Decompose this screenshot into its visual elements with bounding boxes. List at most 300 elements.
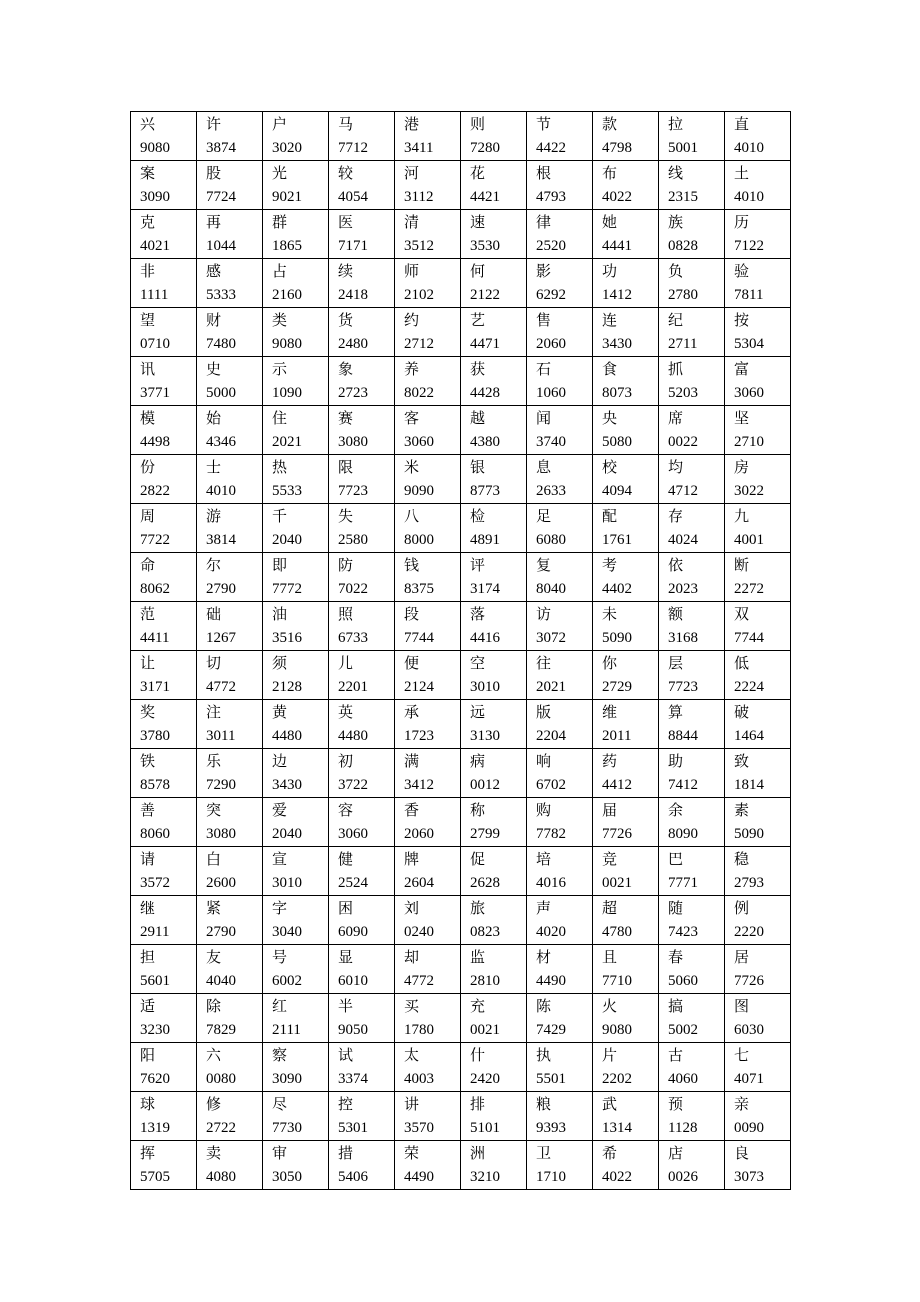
cell-character: 陈 [536, 997, 552, 1015]
cell-character: 紧 [206, 899, 222, 917]
table-cell [593, 1092, 659, 1141]
table-row [131, 1043, 791, 1092]
cell-character: 评 [470, 556, 486, 574]
cell-character: 始 [206, 409, 222, 427]
cell-code: 2060 [404, 826, 434, 842]
table-cell [659, 553, 725, 602]
table-cell [263, 847, 329, 896]
cell-character: 线 [668, 164, 684, 182]
cell-character: 财 [206, 311, 222, 329]
table-cell [395, 798, 461, 847]
table-cell [395, 945, 461, 994]
cell-character: 周 [140, 507, 156, 525]
table-cell [527, 553, 593, 602]
cell-code: 2204 [536, 728, 566, 744]
cell-code: 3171 [140, 679, 170, 695]
cell-code: 5301 [338, 1120, 368, 1136]
table-cell [659, 847, 725, 896]
cell-character: 布 [602, 164, 618, 182]
table-cell [461, 455, 527, 504]
cell-code: 3210 [470, 1169, 500, 1185]
cell-character: 什 [470, 1046, 486, 1064]
cell-code: 3430 [272, 777, 302, 793]
table-cell [197, 847, 263, 896]
cell-code: 4021 [140, 238, 170, 254]
cell-code: 4422 [536, 140, 566, 156]
cell-code: 9090 [404, 483, 434, 499]
cell-character: 游 [206, 507, 222, 525]
cell-character: 影 [536, 262, 552, 280]
table-cell [395, 1092, 461, 1141]
cell-code: 1111 [140, 287, 169, 303]
cell-code: 7771 [668, 875, 698, 891]
cell-code: 2420 [470, 1071, 500, 1087]
cell-character: 住 [272, 409, 288, 427]
table-cell [461, 112, 527, 161]
cell-code: 5080 [602, 434, 632, 450]
table-cell [461, 798, 527, 847]
table-cell [131, 210, 197, 259]
cell-character: 示 [272, 360, 288, 378]
table-cell [725, 651, 791, 700]
cell-code: 2722 [206, 1120, 236, 1136]
cell-character: 声 [536, 899, 552, 917]
table-cell [725, 308, 791, 357]
table-cell [461, 896, 527, 945]
table-cell [461, 161, 527, 210]
cell-character: 族 [668, 213, 684, 231]
cell-character: 适 [140, 997, 156, 1015]
table-cell [527, 651, 593, 700]
cell-character: 案 [140, 164, 156, 182]
cell-code: 0021 [602, 875, 632, 891]
cell-character: 均 [668, 458, 684, 476]
cell-code: 2122 [470, 287, 500, 303]
cell-character: 版 [536, 703, 552, 721]
table-row [131, 112, 791, 161]
cell-code: 2780 [668, 287, 698, 303]
table-cell [659, 1141, 725, 1190]
cell-code: 0240 [404, 924, 434, 940]
cell-character: 速 [470, 213, 486, 231]
table-cell [593, 1043, 659, 1092]
cell-code: 7712 [338, 140, 368, 156]
table-cell [263, 651, 329, 700]
cell-code: 3570 [404, 1120, 434, 1136]
cell-character: 模 [140, 409, 156, 427]
cell-character: 请 [140, 850, 156, 868]
cell-character: 范 [140, 605, 156, 623]
cell-code: 4020 [536, 924, 566, 940]
cell-code: 5406 [338, 1169, 368, 1185]
cell-character: 片 [602, 1046, 618, 1064]
cell-code: 3050 [272, 1169, 302, 1185]
table-cell [725, 700, 791, 749]
table-cell [461, 553, 527, 602]
table-cell [197, 112, 263, 161]
cell-character: 监 [470, 948, 486, 966]
cell-character: 非 [140, 262, 156, 280]
cell-code: 2628 [470, 875, 500, 891]
cell-character: 八 [404, 507, 420, 525]
table-cell [593, 112, 659, 161]
cell-code: 4001 [734, 532, 764, 548]
cell-code: 7744 [404, 630, 434, 646]
cell-code: 1319 [140, 1120, 170, 1136]
cell-code: 3572 [140, 875, 170, 891]
cell-code: 2911 [140, 924, 170, 940]
table-cell [329, 112, 395, 161]
cell-character: 审 [272, 1144, 288, 1162]
table-cell [527, 1043, 593, 1092]
cell-code: 4010 [206, 483, 236, 499]
cell-code: 2102 [404, 287, 434, 303]
cell-character: 银 [470, 458, 486, 476]
table-cell [461, 651, 527, 700]
table-cell [329, 357, 395, 406]
cell-character: 武 [602, 1095, 618, 1113]
cell-character: 购 [536, 801, 552, 819]
cell-code: 7722 [140, 532, 170, 548]
table-cell [593, 896, 659, 945]
table-cell [725, 1043, 791, 1092]
cell-character: 希 [602, 1144, 618, 1162]
cell-character: 清 [404, 213, 420, 231]
cell-code: 5060 [668, 973, 698, 989]
cell-code: 9021 [272, 189, 302, 205]
cell-character: 容 [338, 801, 354, 819]
cell-character: 试 [338, 1046, 354, 1064]
table-cell [593, 308, 659, 357]
table-cell [329, 406, 395, 455]
cell-code: 4380 [470, 434, 500, 450]
cell-character: 响 [536, 752, 552, 770]
cell-code: 8062 [140, 581, 170, 597]
cell-character: 负 [668, 262, 684, 280]
cell-code: 3060 [404, 434, 434, 450]
cell-code: 2729 [602, 679, 632, 695]
cell-code: 2799 [470, 826, 500, 842]
cell-code: 4490 [536, 973, 566, 989]
table-cell [659, 896, 725, 945]
table-cell [461, 504, 527, 553]
cell-code: 7480 [206, 336, 236, 352]
cell-character: 亲 [734, 1095, 750, 1113]
cell-character: 执 [536, 1046, 552, 1064]
table-cell [329, 308, 395, 357]
cell-character: 照 [338, 605, 354, 623]
table-cell [461, 1043, 527, 1092]
cell-code: 7429 [536, 1022, 566, 1038]
table-cell [527, 161, 593, 210]
cell-character: 往 [536, 654, 552, 672]
cell-code: 1761 [602, 532, 632, 548]
cell-code: 7423 [668, 924, 698, 940]
cell-character: 居 [734, 948, 750, 966]
cell-character: 继 [140, 899, 156, 917]
table-cell [659, 798, 725, 847]
table-row [131, 700, 791, 749]
table-cell [263, 259, 329, 308]
cell-character: 越 [470, 409, 486, 427]
cell-character: 届 [602, 801, 618, 819]
cell-code: 4080 [206, 1169, 236, 1185]
cell-code: 4712 [668, 483, 698, 499]
cell-code: 7122 [734, 238, 764, 254]
cell-character: 七 [734, 1046, 750, 1064]
table-cell [263, 112, 329, 161]
table-cell [593, 994, 659, 1043]
table-cell [131, 504, 197, 553]
cell-code: 2712 [404, 336, 434, 352]
table-cell [131, 112, 197, 161]
table-cell [329, 1141, 395, 1190]
cell-character: 你 [602, 654, 618, 672]
cell-code: 0090 [734, 1120, 764, 1136]
cell-character: 预 [668, 1095, 684, 1113]
cell-code: 3010 [272, 875, 302, 891]
table-cell [725, 455, 791, 504]
table-cell [263, 504, 329, 553]
table-cell [197, 455, 263, 504]
cell-code: 2060 [536, 336, 566, 352]
table-cell [659, 210, 725, 259]
cell-code: 6702 [536, 777, 566, 793]
cell-character: 号 [272, 948, 288, 966]
cell-character: 买 [404, 997, 420, 1015]
table-cell [659, 161, 725, 210]
cell-character: 卫 [536, 1144, 552, 1162]
cell-character: 讲 [404, 1095, 420, 1113]
cell-code: 3740 [536, 434, 566, 450]
table-cell [395, 210, 461, 259]
cell-code: 6080 [536, 532, 566, 548]
cell-code: 0080 [206, 1071, 236, 1087]
cell-code: 5090 [602, 630, 632, 646]
cell-code: 8578 [140, 777, 170, 793]
cell-code: 4022 [602, 189, 632, 205]
table-row [131, 1092, 791, 1141]
cell-character: 爱 [272, 801, 288, 819]
table-cell [527, 357, 593, 406]
table-cell [725, 1141, 791, 1190]
cell-code: 9080 [602, 1022, 632, 1038]
table-cell [395, 994, 461, 1043]
cell-code: 2710 [734, 434, 764, 450]
cell-code: 4412 [602, 777, 632, 793]
cell-character: 善 [140, 801, 156, 819]
cell-code: 2480 [338, 336, 368, 352]
table-cell [263, 1043, 329, 1092]
table-cell [131, 602, 197, 651]
cell-character: 息 [536, 458, 552, 476]
cell-code: 4094 [602, 483, 632, 499]
cell-code: 4480 [338, 728, 368, 744]
cell-code: 3073 [734, 1169, 764, 1185]
cell-code: 1464 [734, 728, 764, 744]
cell-code: 7290 [206, 777, 236, 793]
table-cell [659, 1092, 725, 1141]
table-cell [725, 798, 791, 847]
table-cell [725, 1092, 791, 1141]
table-row [131, 210, 791, 259]
cell-character: 六 [206, 1046, 222, 1064]
table-cell [659, 357, 725, 406]
cell-code: 2220 [734, 924, 764, 940]
table-cell [593, 210, 659, 259]
cell-code: 8375 [404, 581, 434, 597]
table-cell [461, 749, 527, 798]
table-cell [263, 700, 329, 749]
cell-character: 修 [206, 1095, 222, 1113]
cell-code: 7171 [338, 238, 368, 254]
cell-character: 存 [668, 507, 684, 525]
table-cell [395, 112, 461, 161]
table-cell [197, 651, 263, 700]
cell-character: 售 [536, 311, 552, 329]
cell-character: 良 [734, 1144, 750, 1162]
cell-character: 央 [602, 409, 618, 427]
table-cell [527, 406, 593, 455]
table-cell [461, 1092, 527, 1141]
table-cell [329, 896, 395, 945]
cell-character: 份 [140, 458, 156, 476]
cell-character: 户 [272, 115, 288, 133]
cell-character: 占 [272, 262, 288, 280]
cell-character: 随 [668, 899, 684, 917]
cell-code: 7726 [734, 973, 764, 989]
cell-code: 4402 [602, 581, 632, 597]
cell-character: 致 [734, 752, 750, 770]
cell-code: 8060 [140, 826, 170, 842]
table-cell [263, 798, 329, 847]
cell-character: 洲 [470, 1144, 486, 1162]
table-cell [659, 259, 725, 308]
table-row [131, 896, 791, 945]
cell-code: 2790 [206, 924, 236, 940]
table-row [131, 259, 791, 308]
table-cell [725, 406, 791, 455]
cell-character: 病 [470, 752, 486, 770]
cell-code: 4416 [470, 630, 500, 646]
table-cell [461, 945, 527, 994]
cell-code: 7412 [668, 777, 698, 793]
cell-character: 便 [404, 654, 420, 672]
table-cell [395, 1141, 461, 1190]
cell-code: 0022 [668, 434, 698, 450]
table-cell [527, 945, 593, 994]
cell-character: 热 [272, 458, 288, 476]
table-cell [197, 700, 263, 749]
cell-code: 3072 [536, 630, 566, 646]
table-cell [131, 651, 197, 700]
cell-code: 4772 [404, 973, 434, 989]
cell-character: 英 [338, 703, 354, 721]
cell-code: 0021 [470, 1022, 500, 1038]
cell-code: 4003 [404, 1071, 434, 1087]
cell-character: 初 [338, 752, 354, 770]
cell-code: 1267 [206, 630, 236, 646]
table-cell [593, 455, 659, 504]
cell-code: 2723 [338, 385, 368, 401]
cell-character: 尽 [272, 1095, 288, 1113]
cell-code: 1060 [536, 385, 566, 401]
cell-character: 火 [602, 997, 618, 1015]
cell-code: 4428 [470, 385, 500, 401]
cell-character: 坚 [734, 409, 750, 427]
cell-character: 须 [272, 654, 288, 672]
table-cell [659, 602, 725, 651]
table-cell [461, 1141, 527, 1190]
cell-character: 培 [536, 850, 552, 868]
cell-code: 5533 [272, 483, 302, 499]
table-row [131, 798, 791, 847]
cell-code: 5101 [470, 1120, 500, 1136]
cell-character: 花 [470, 164, 486, 182]
cell-character: 健 [338, 850, 354, 868]
cell-code: 3230 [140, 1022, 170, 1038]
cell-code: 9393 [536, 1120, 566, 1136]
cell-code: 4016 [536, 875, 566, 891]
table-cell [461, 210, 527, 259]
table-cell [131, 406, 197, 455]
cell-code: 2524 [338, 875, 368, 891]
table-cell [725, 847, 791, 896]
cell-character: 础 [206, 605, 222, 623]
cell-character: 担 [140, 948, 156, 966]
table-cell [131, 798, 197, 847]
cell-character: 挥 [140, 1144, 156, 1162]
table-cell [527, 504, 593, 553]
cell-code: 2224 [734, 679, 764, 695]
cell-code: 3530 [470, 238, 500, 254]
table-cell [593, 259, 659, 308]
cell-character: 助 [668, 752, 684, 770]
cell-character: 足 [536, 507, 552, 525]
table-cell [593, 651, 659, 700]
cell-character: 阳 [140, 1046, 156, 1064]
cell-character: 赛 [338, 409, 354, 427]
cell-character: 低 [734, 654, 750, 672]
cell-code: 0026 [668, 1169, 698, 1185]
table-cell [263, 896, 329, 945]
cell-code: 4040 [206, 973, 236, 989]
cell-character: 促 [470, 850, 486, 868]
table-cell [527, 1092, 593, 1141]
table-cell [197, 161, 263, 210]
cell-code: 7710 [602, 973, 632, 989]
cell-character: 油 [272, 605, 288, 623]
table-cell [527, 308, 593, 357]
cell-character: 房 [734, 458, 750, 476]
cell-character: 字 [272, 899, 288, 917]
table-cell [461, 308, 527, 357]
table-row [131, 406, 791, 455]
table-cell [527, 210, 593, 259]
cell-character: 千 [272, 507, 288, 525]
cell-character: 象 [338, 360, 354, 378]
cell-character: 维 [602, 703, 618, 721]
table-cell [527, 847, 593, 896]
cell-code: 4054 [338, 189, 368, 205]
cell-code: 3722 [338, 777, 368, 793]
cell-code: 3814 [206, 532, 236, 548]
table-cell [329, 994, 395, 1043]
table-cell [131, 700, 197, 749]
cell-code: 2021 [272, 434, 302, 450]
table-cell [593, 847, 659, 896]
cell-character: 复 [536, 556, 552, 574]
